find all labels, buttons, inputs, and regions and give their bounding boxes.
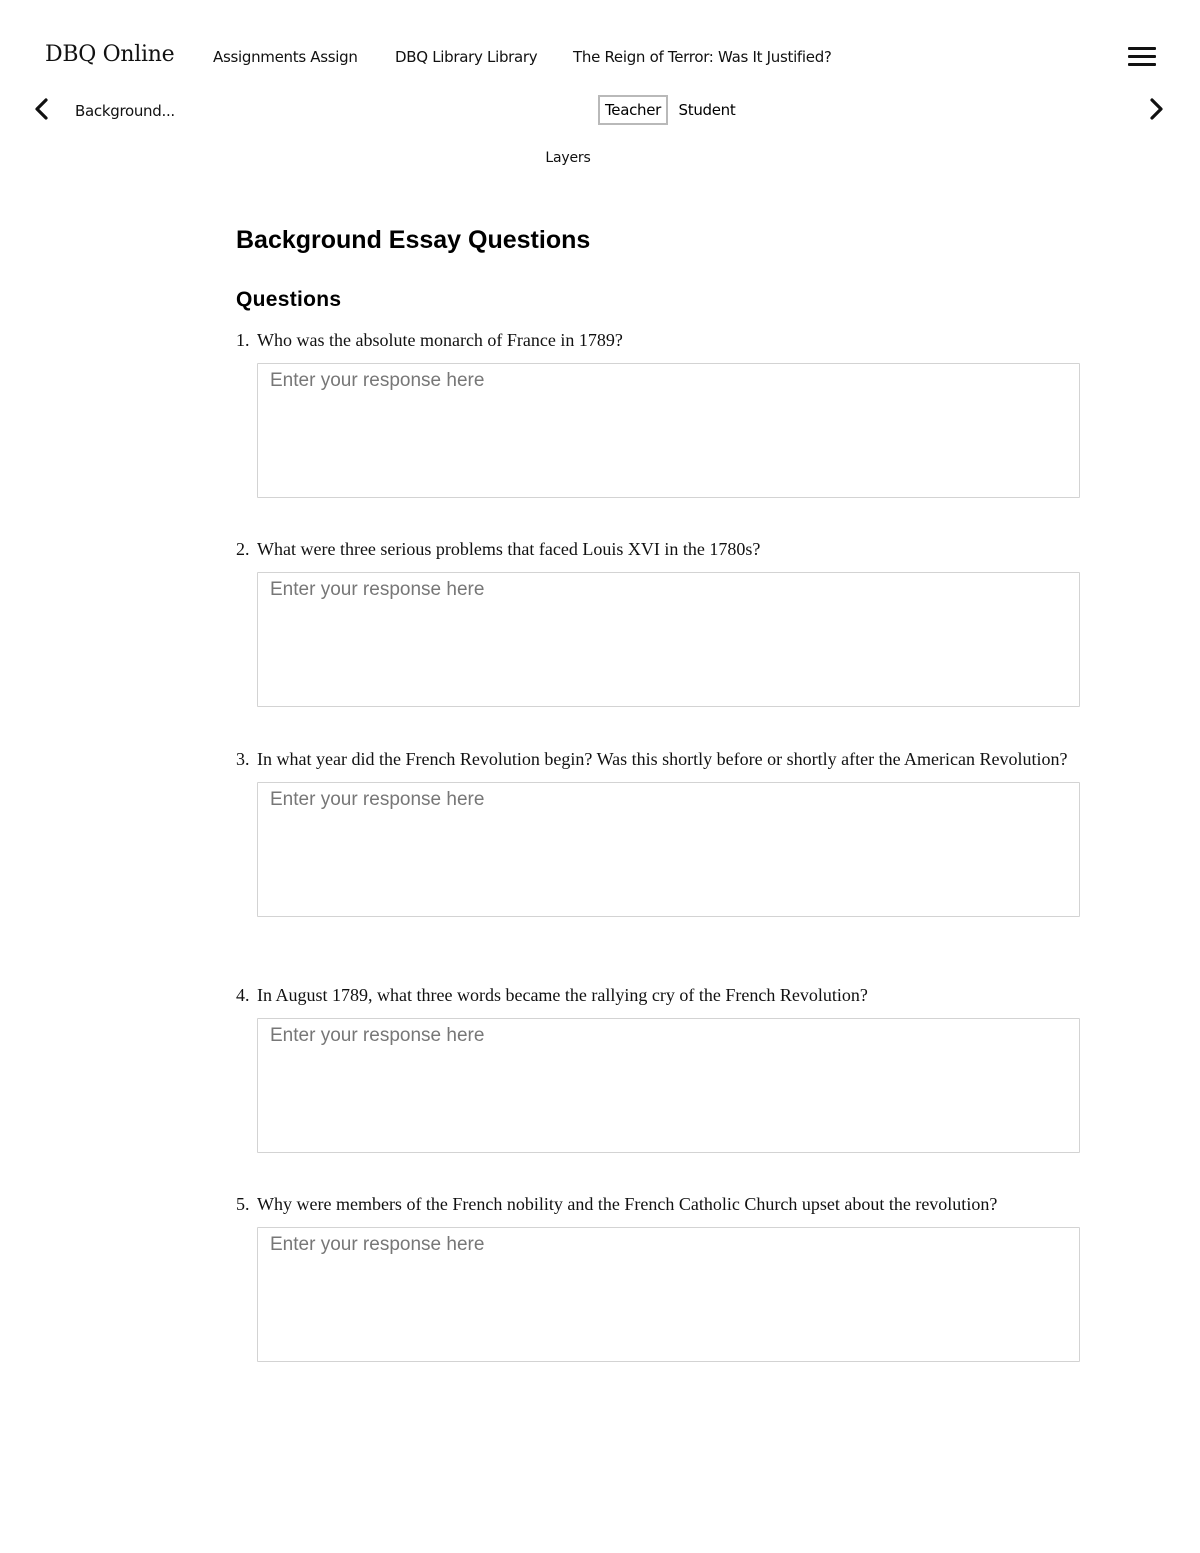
top-navigation-bar (0, 0, 1200, 90)
chevron-left-icon[interactable] (32, 97, 52, 121)
section-title: Questions (236, 288, 342, 311)
question-number: 2. (236, 539, 250, 559)
response-field[interactable] (257, 363, 1080, 498)
question-text: In August 1789, what three words became the rallying cry of the French Revolution? (257, 985, 868, 1005)
question-number: 1. (236, 330, 250, 350)
question-item (236, 328, 1086, 498)
question-prompt (236, 328, 1086, 353)
response-field[interactable] (257, 1018, 1080, 1153)
brand-logo[interactable]: DBQ Online (45, 42, 175, 67)
page-title: Background Essay Questions (236, 226, 591, 254)
student-view-button[interactable]: Student (678, 101, 736, 119)
question-item (236, 537, 1086, 707)
teacher-view-button[interactable]: Teacher (598, 95, 668, 125)
question-number: 3. (236, 749, 250, 769)
chevron-right-icon[interactable] (1146, 97, 1166, 121)
nav-dbq-library-link[interactable]: DBQ Library Library (395, 48, 538, 66)
question-item (236, 1192, 1086, 1362)
nav-assignments-link[interactable]: Assignments Assign (213, 48, 358, 66)
response-field[interactable] (257, 572, 1080, 707)
nav-current-dbq-link[interactable]: The Reign of Terror: Was It Justified? (573, 48, 832, 66)
question-number: 5. (236, 1194, 250, 1214)
question-number: 4. (236, 985, 250, 1005)
previous-section-link[interactable]: Background... (75, 102, 175, 120)
question-prompt (236, 747, 1086, 772)
question-prompt (236, 983, 1086, 1008)
response-field[interactable] (257, 782, 1080, 917)
response-field[interactable] (257, 1227, 1080, 1362)
question-text: Who was the absolute monarch of France in 1789? (257, 330, 623, 350)
question-text: In what year did the French Revolution begin? Was this shortly before or shortly after the American Revolution? (257, 749, 1068, 769)
question-item (236, 747, 1086, 917)
layers-toggle[interactable]: Layers (545, 150, 591, 166)
question-prompt (236, 1192, 1086, 1217)
hamburger-menu-icon[interactable] (1128, 47, 1156, 69)
question-text: What were three serious problems that faced Louis XVI in the 1780s? (257, 539, 761, 559)
question-prompt (236, 537, 1086, 562)
question-text: Why were members of the French nobility and the French Catholic Church upset about the revolution? (257, 1194, 998, 1214)
question-item (236, 983, 1086, 1153)
